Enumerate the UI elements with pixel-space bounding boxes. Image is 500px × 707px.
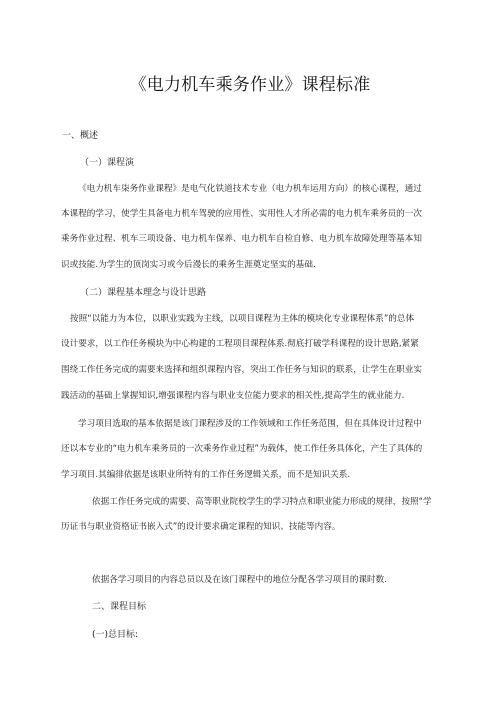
paragraph-line: 识或技能.为学生的顶岗实习或今后漫长的乘务生涯奠定坚实的基础. — [61, 260, 316, 270]
paragraph-line: 历证书与职业资格证书嵌入式”的设计要求确定课程的知识、技能等内容。 — [61, 522, 341, 532]
paragraph-line: 依据工作任务完成的需要、高等职业院校学生的学习特点和职业能力形成的规律，按照“学 — [92, 497, 432, 507]
paragraph-line: 学习项目选取的基本依据是该门课程涉及的工作领域和工作任务范围，但在具体设计过程中 — [78, 419, 422, 429]
section-heading-course-objectives: 二、课程目标 — [92, 602, 147, 612]
paragraph-line: 乘务作业过程、机车三项设备、电力机车保养、电力机车自检自修、电力机车故障处理等基本知 — [61, 234, 422, 244]
document-title: 《电力机车乘务作业》课程标准 — [129, 75, 371, 95]
paragraph-line: 围绕工作任务完成的需要来选择和组织课程内容，突出工作任务与知识的联系，让学生在职业实 — [61, 365, 422, 375]
subsection-heading-course-evolution: （一）课程演 — [80, 158, 135, 168]
subsection-heading-design-philosophy: （二）课程基本理念与设计思路 — [80, 288, 207, 298]
paragraph-line: 《电力机车柒务作业课程》是电气化铁道技术专业（电力机车运用方向）的核心课程，通过 — [78, 184, 422, 194]
paragraph-line: 按照“以能力为本位，以职业实践为主线，以项目课程为主体的模块化专业课程体系”的总体 — [70, 314, 415, 324]
paragraph-line: 还以本专业的“电力机车乘务员的一次乘务作业过程”为载体，使工作任务具体化，产生了具体的 — [61, 444, 423, 454]
paragraph-line: 本课程的学习，使学生具备电力机车驾驶的应用性、实用性人才所必需的电力机车乘务员的一次 — [61, 209, 422, 219]
section-heading-overview: 一、概述 — [62, 131, 99, 141]
paragraph-line: 践活动的基础上掌握知识,增强课程内容与职业支位能力要求的相关性,提高学生的就业能力. — [61, 391, 405, 401]
paragraph-line: 依据各学习项目的内容总员以及在该门课程中的地位分配各学习项目的课时数. — [92, 575, 387, 585]
paragraph-line: 设计要求，以工作任务模块为中心构建的工程项目课程体系.彻底打破学科课程的设计思路,紧紧 — [61, 339, 419, 349]
paragraph-line: 学习项目.其编徘依据是该职业所特有的工作任务逻辑关系，而不是知识关系. — [61, 470, 351, 480]
subsection-heading-overall-objective: (一)总目标: — [92, 630, 139, 640]
